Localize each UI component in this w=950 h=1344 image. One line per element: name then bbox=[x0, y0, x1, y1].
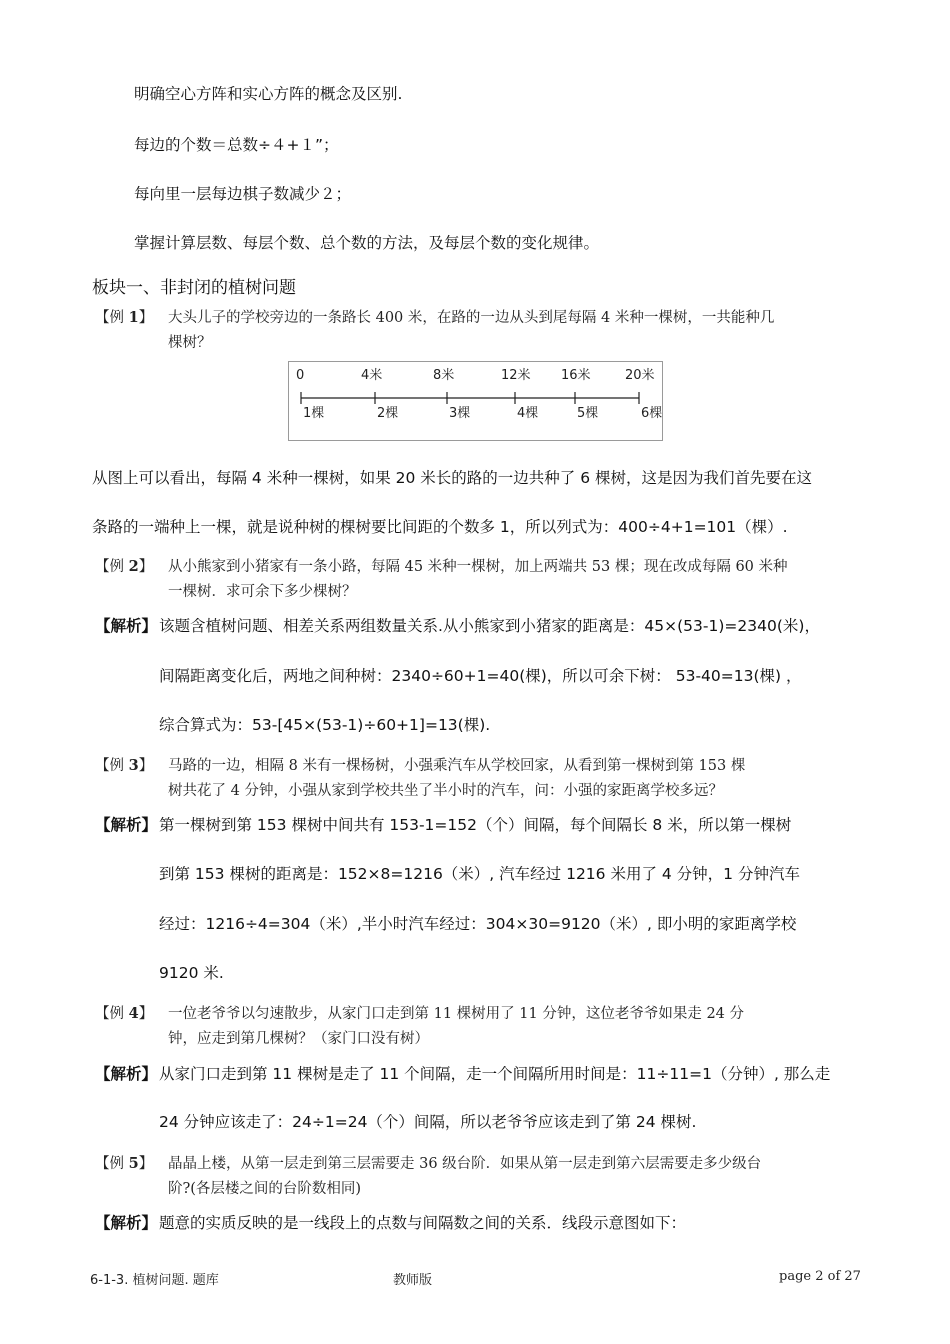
analysis-2-line-1: 该题含植树问题、相差关系两组数量关系.从小熊家到小猪家的距离是：45×(53-1)=2340(米)， bbox=[159, 617, 820, 635]
example-1-explain-line-1: 从图上可以看出，每隔 4 米种一棵树，如果 20 米长的路的一边共种了 6 棵树，这是因为我们首先要在这 bbox=[92, 469, 813, 487]
example-5-label: 【例 5】 bbox=[95, 1155, 154, 1172]
analysis-2-line-3: 综合算式为：53-[45×(53-1)÷60+1]=13(棵). bbox=[159, 716, 491, 734]
analysis-2-line-2: 间隔距离变化后，两地之间种树：2340÷60+1=40(棵)，所以可余下树： 53-40=13(棵) ， bbox=[159, 667, 802, 685]
analysis-4-line-2: 24 分钟应该走了：24÷1=24（个）间隔，所以老爷爷应该走到了第 24 棵树. bbox=[159, 1113, 697, 1131]
analysis-3-line-2: 到第 153 棵树的距离是：152×8=1216（米）, 汽车经过 1216 米用了 4 分钟，1 分钟汽车 bbox=[159, 865, 800, 883]
diagram-top-label: 4米 bbox=[361, 368, 383, 383]
footer-center: 教师版 bbox=[393, 1273, 433, 1288]
example-4-label: 【例 4】 bbox=[95, 1005, 154, 1022]
analysis-2-label: 【解析】 bbox=[95, 617, 158, 635]
example-1-line-1: 大头儿子的学校旁边的一条路长 400 米，在路的一边从头到尾每隔 4 米种一棵树，一共能种几 bbox=[168, 310, 775, 326]
example-2-label: 【例 2】 bbox=[95, 558, 154, 575]
tree-spacing-diagram bbox=[288, 361, 663, 441]
diagram-bottom-label: 5棵 bbox=[577, 406, 599, 421]
analysis-3-label: 【解析】 bbox=[95, 816, 158, 834]
diagram-bottom-label: 2棵 bbox=[377, 406, 399, 421]
footer-left: 6-1-3. 植树问题. 题库 bbox=[90, 1273, 219, 1288]
example-3-line-2: 树共花了 4 分钟，小强从家到学校共坐了半小时的汽车，问：小强的家距离学校多远？ bbox=[168, 783, 723, 799]
intro-line-3: 每向里一层每边棋子数减少２； bbox=[134, 185, 352, 203]
example-1-label: 【例 1】 bbox=[95, 309, 154, 326]
diagram-top-label: 8米 bbox=[433, 368, 455, 383]
analysis-5-line-1: 题意的实质反映的是一线段上的点数与间隔数之间的关系．线段示意图如下： bbox=[159, 1214, 687, 1232]
analysis-5-label: 【解析】 bbox=[95, 1214, 158, 1232]
diagram-bottom-label: 1棵 bbox=[303, 406, 325, 421]
example-3-line-1: 马路的一边，相隔 8 米有一棵杨树，小强乘汽车从学校回家，从看到第一棵树到第 153 棵 bbox=[168, 758, 746, 774]
analysis-3-line-3: 经过：1216÷4=304（米）,半小时汽车经过：304×30=9120（米）, 即小明的家距离学校 bbox=[159, 915, 797, 933]
diagram-top-label: 20米 bbox=[625, 368, 655, 383]
example-4-line-2: 钟，应走到第几棵树？（家门口没有树） bbox=[168, 1031, 429, 1047]
analysis-4-label: 【解析】 bbox=[95, 1065, 158, 1083]
example-2-line-2: 一棵树．求可余下多少棵树？ bbox=[168, 584, 357, 600]
analysis-3-line-4: 9120 米. bbox=[159, 964, 224, 982]
diagram-bottom-label: 3棵 bbox=[449, 406, 471, 421]
intro-line-4: 掌握计算层数、每层个数、总个数的方法，及每层个数的变化规律。 bbox=[134, 234, 600, 252]
section-heading: 板块一、非封闭的植树问题 bbox=[92, 278, 296, 298]
diagram-top-label: 12米 bbox=[501, 368, 531, 383]
example-4-line-1: 一位老爷爷以匀速散步，从家门口走到第 11 棵树用了 11 分钟，这位老爷爷如果走 24 分 bbox=[168, 1006, 745, 1022]
diagram-bottom-label: 6棵 bbox=[641, 406, 662, 421]
diagram-top-label: 16米 bbox=[561, 368, 591, 383]
analysis-4-line-1: 从家门口走到第 11 棵树是走了 11 个间隔，走一个间隔所用时间是：11÷11=1（分钟）, 那么走 bbox=[159, 1065, 831, 1083]
example-5-line-2: 阶?(各层楼之间的台阶数相同) bbox=[168, 1181, 362, 1197]
example-1-line-2: 棵树？ bbox=[168, 335, 212, 351]
diagram-bottom-label: 4棵 bbox=[517, 406, 539, 421]
example-1-explain-line-2: 条路的一端种上一棵，就是说种树的棵树要比间距的个数多 1，所以列式为：400÷4+1=101（棵）. bbox=[92, 518, 788, 536]
diagram-top-label: 0 bbox=[296, 368, 305, 383]
example-5-line-1: 晶晶上楼，从第一层走到第三层需要走 36 级台阶．如果从第一层走到第六层需要走多少级台 bbox=[168, 1156, 762, 1172]
example-2-line-1: 从小熊家到小猪家有一条小路，每隔 45 米种一棵树，加上两端共 53 棵；现在改成每隔 60 米种 bbox=[168, 559, 788, 575]
intro-line-1: 明确空心方阵和实心方阵的概念及区别. bbox=[134, 85, 403, 103]
intro-line-2: 每边的个数＝总数÷４+１”； bbox=[134, 136, 339, 154]
example-3-label: 【例 3】 bbox=[95, 757, 154, 774]
analysis-3-line-1: 第一棵树到第 153 棵树中间共有 153-1=152（个）间隔，每个间隔长 8 米，所以第一棵树 bbox=[159, 816, 792, 834]
footer-page-number: page 2 of 27 bbox=[779, 1269, 861, 1284]
